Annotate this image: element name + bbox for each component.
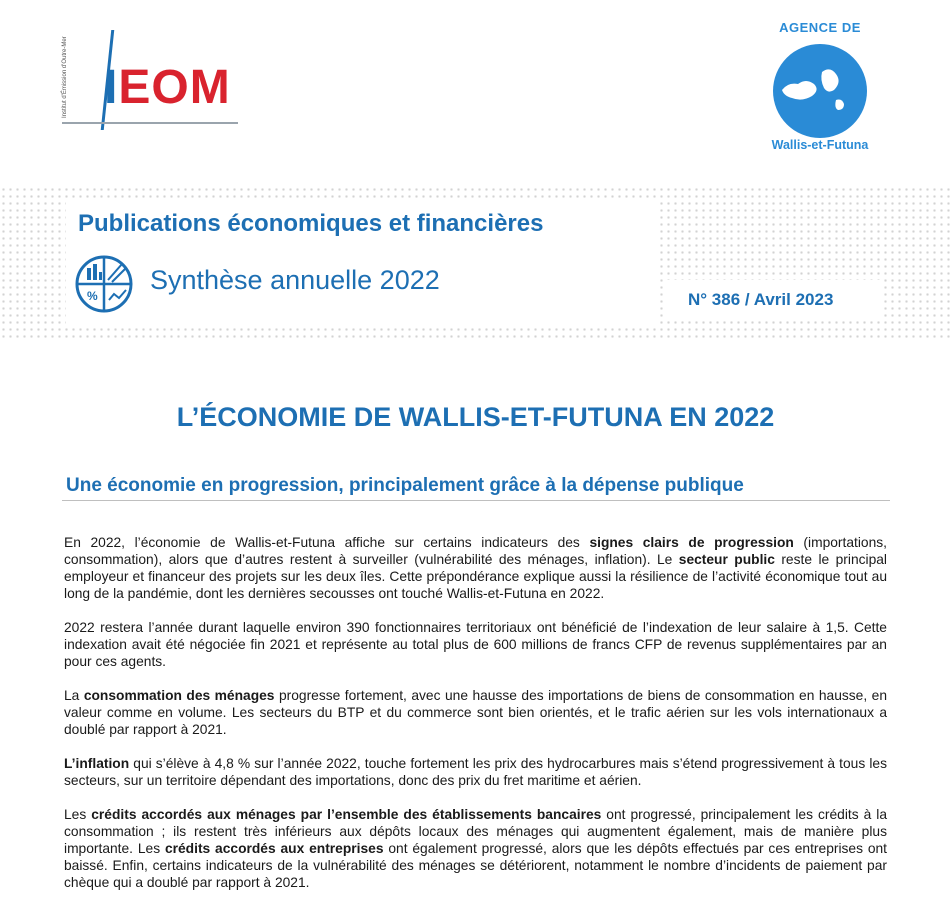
paragraph-1-bold-b: secteur public bbox=[678, 552, 775, 567]
paragraph-5-bold-b: crédits accordés aux entreprises bbox=[164, 841, 384, 856]
paragraph-3-text-a: La bbox=[64, 688, 84, 703]
paragraph-3-bold: consommation des ménages bbox=[83, 688, 275, 703]
publication-title: Publications économiques et financières bbox=[78, 210, 544, 237]
ieom-underline bbox=[62, 122, 238, 124]
issue-label: N° 386 / Avril 2023 bbox=[688, 290, 834, 309]
document-body bbox=[64, 534, 887, 907]
paragraph-1 bbox=[64, 534, 887, 602]
ieom-word: EOM bbox=[118, 61, 231, 114]
document-subtitle: Une économie en progression, principalement grâce à la dépense publique bbox=[66, 475, 744, 496]
agence-wallis-futuna-logo bbox=[750, 20, 890, 170]
paragraph-4-text: qui s’élève à 4,8 % sur l’année 2022, touche fortement les prix des hydrocarbures mais s’étend progressivement à tous les secteurs, sur un territoire dépendant des importations, donc des prix du fret maritime et aérien. bbox=[64, 756, 887, 788]
agence-top-label: AGENCE DE bbox=[779, 20, 861, 35]
paragraph-3-text-b: progresse fortement, avec une hausse des importations de biens de consommation en hausse, en valeur comme en volume. Les secteurs du BTP et du commerce sont bien orientés, et le trafic aérien sur les vols internationaux a doublé par rapport à 2021. bbox=[64, 688, 887, 737]
paragraph-5-text-c: ont également progressé, alors que les dépôts effectués par ces entreprises ont baissé. Enfin, certains indicateurs de la vulnérabilité des ménages se détériorent, notamment le nombre d’incidents de paiement par chèque qui a doublé par rapport à 2021. bbox=[64, 841, 888, 890]
paragraph-5-bold-a: crédits accordés aux ménages par l’ensemble des établissements bancaires bbox=[91, 807, 602, 822]
paragraph-3 bbox=[64, 687, 887, 738]
paragraph-1-text-a: En 2022, l’économie de Wallis-et-Futuna affiche sur certains indicateurs des bbox=[64, 535, 590, 550]
paragraph-4 bbox=[64, 755, 887, 789]
ieom-side-label: Institut d'Émission d'Outre-Mer bbox=[62, 36, 68, 118]
paragraph-1-bold-a: signes clairs de progression bbox=[589, 535, 794, 550]
synthesis-title: Synthèse annuelle 2022 bbox=[150, 265, 440, 295]
island-map-icon bbox=[764, 42, 876, 140]
paragraph-5-text-a: Les bbox=[64, 807, 92, 822]
paragraph-1-text-c: reste le principal employeur et financeur des projets sur les deux îles. Cette prépondérance explique aussi la résilience de l’activité économique tout au long de la pandémie, dont les dernières secousses ont touché Wallis-et-Futuna en 2022. bbox=[64, 552, 887, 601]
ieom-side-text bbox=[62, 28, 76, 118]
paragraph-2-text: 2022 restera l’année durant laquelle environ 390 fonctionnaires territoriaux ont bénéficié de l’indexation de leur salaire à 1,5. Cette indexation avait été négociée fin 2021 et représente au total plus de 600 millions de francs CFP de revenus supplémentaires par an pour ces agents. bbox=[64, 620, 887, 669]
subtitle-divider bbox=[62, 500, 890, 501]
paragraph-2 bbox=[64, 619, 887, 670]
svg-text:%: % bbox=[87, 289, 98, 303]
ieom-logo bbox=[62, 18, 242, 138]
paragraph-5 bbox=[64, 806, 887, 891]
agence-bottom-label: Wallis-et-Futuna bbox=[771, 138, 869, 152]
ieom-letter-i: I bbox=[104, 61, 119, 114]
ieom-wordmark bbox=[104, 60, 231, 115]
paragraph-5-text-b: ont progressé, principalement les crédits à la consommation ; ils restent très inférieurs aux dépôts locaux des ménages qui augmentent également, mais de manière plus importante. Les bbox=[64, 807, 888, 856]
paragraph-4-bold: L’inflation bbox=[64, 756, 130, 771]
charts-summary-icon bbox=[74, 254, 134, 314]
document-main-title: L’ÉCONOMIE DE WALLIS-ET-FUTUNA EN 2022 bbox=[176, 402, 775, 432]
paragraph-1-text-b: (importations, consommation), alors que d’autres restent à surveiller (vulnérabilité des ménages, inflation). Le bbox=[64, 535, 887, 567]
